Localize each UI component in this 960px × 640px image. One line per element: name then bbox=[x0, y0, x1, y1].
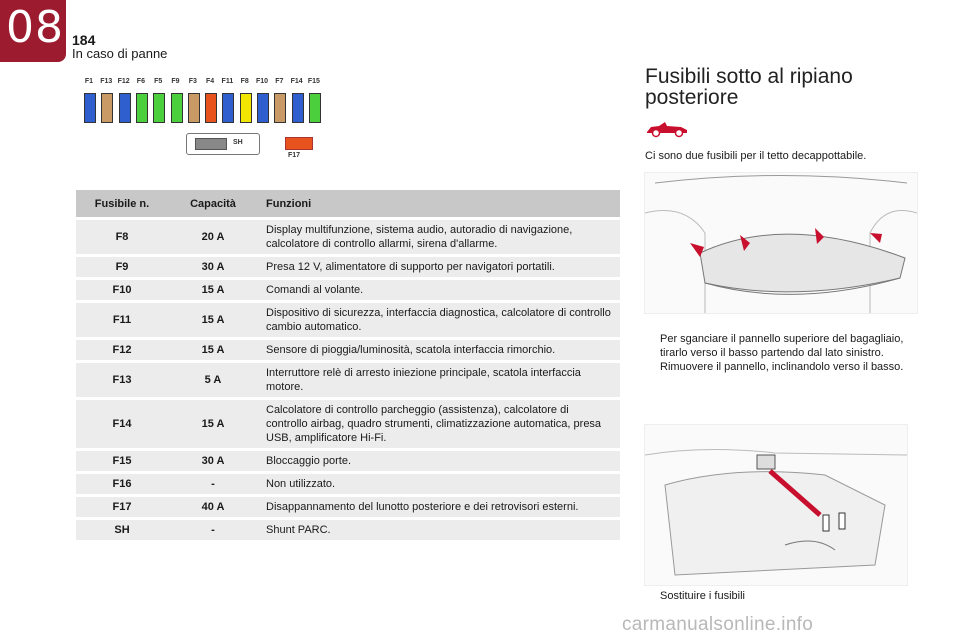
fuse-label: F13 bbox=[100, 78, 113, 85]
fuse-label: F6 bbox=[136, 78, 145, 85]
fuse-box-diagram bbox=[82, 78, 342, 168]
capacity-cell: 15 A bbox=[168, 280, 258, 300]
capacity-cell: - bbox=[168, 520, 258, 540]
fuse-location-illustration bbox=[644, 424, 908, 586]
fuse-f8 bbox=[240, 93, 252, 123]
fuse-number-cell: F9 bbox=[76, 257, 168, 277]
fuse-label: F5 bbox=[154, 78, 163, 85]
fuse-label: F14 bbox=[290, 78, 303, 85]
table-header-row bbox=[76, 190, 620, 217]
fuse-f15 bbox=[309, 93, 321, 123]
function-cell: Bloccaggio porte. bbox=[258, 451, 620, 471]
step-2-text: Rimuovere il pannello, inclinandolo verso il basso. bbox=[660, 361, 904, 373]
shunt-connector bbox=[195, 138, 227, 150]
function-cell: Calcolatore di controllo parcheggio (assistenza), calcolatore di controllo airbag, quadro strumenti, climatizzazione automatica, presa USB, amplificatore Hi-Fi. bbox=[258, 400, 620, 448]
capacity-cell: 30 A bbox=[168, 257, 258, 277]
fuse-number-cell: F12 bbox=[76, 340, 168, 360]
fuse-number-cell: F15 bbox=[76, 451, 168, 471]
fuse-label: F4 bbox=[206, 78, 215, 85]
fuse-f6 bbox=[136, 93, 148, 123]
fuse-label: F9 bbox=[171, 78, 180, 85]
fuse-label: F12 bbox=[117, 78, 130, 85]
fuse-label: F15 bbox=[307, 78, 320, 85]
capacity-cell: 30 A bbox=[168, 451, 258, 471]
capacity-cell: 5 A bbox=[168, 363, 258, 397]
fuse-number-cell: SH bbox=[76, 520, 168, 540]
step-1-text: Per sganciare il pannello superiore del bagagliaio, tirarlo verso il basso partendo dal lato sinistro. bbox=[660, 333, 904, 359]
convertible-car-icon bbox=[645, 118, 689, 138]
function-cell: Comandi al volante. bbox=[258, 280, 620, 300]
function-cell: Dispositivo di sicurezza, interfaccia diagnostica, calcolatore di controllo cambio automatico. bbox=[258, 303, 620, 337]
fuse-f9 bbox=[171, 93, 183, 123]
table-row bbox=[76, 340, 620, 360]
capacity-cell: - bbox=[168, 474, 258, 494]
fuse-f11 bbox=[222, 93, 234, 123]
step-3 bbox=[645, 590, 745, 602]
fuse-label: F3 bbox=[188, 78, 197, 85]
fuse-f7 bbox=[274, 93, 286, 123]
fuse-f13 bbox=[101, 93, 113, 123]
table-row bbox=[76, 497, 620, 517]
fuse-f3 bbox=[188, 93, 200, 123]
table-row bbox=[76, 451, 620, 471]
capacity-cell: 15 A bbox=[168, 400, 258, 448]
function-cell: Non utilizzato. bbox=[258, 474, 620, 494]
table-row bbox=[76, 520, 620, 540]
function-cell: Interruttore relè di arresto iniezione principale, scatola interfaccia motore. bbox=[258, 363, 620, 397]
step-1 bbox=[645, 332, 920, 360]
table-row bbox=[76, 257, 620, 277]
shunt-block bbox=[186, 133, 260, 155]
function-cell: Shunt PARC. bbox=[258, 520, 620, 540]
step-2 bbox=[645, 360, 920, 374]
capacity-cell: 20 A bbox=[168, 220, 258, 254]
fuse-f12 bbox=[119, 93, 131, 123]
fuse-number-cell: F13 bbox=[76, 363, 168, 397]
header-fuse-number: Fusibile n. bbox=[76, 190, 168, 217]
table-row bbox=[76, 220, 620, 254]
page-number: 184 bbox=[72, 32, 96, 48]
function-cell: Display multifunzione, sistema audio, autoradio di navigazione, calcolatore di controllo allarmi, sirena d'allarme. bbox=[258, 220, 620, 254]
watermark: carmanualsonline.info bbox=[622, 614, 814, 635]
table-row bbox=[76, 280, 620, 300]
fuse-label: F8 bbox=[240, 78, 249, 85]
table-row bbox=[76, 303, 620, 337]
fuse-label: F7 bbox=[275, 78, 284, 85]
function-cell: Disappannamento del lunotto posteriore e dei retrovisori esterni. bbox=[258, 497, 620, 517]
table-row bbox=[76, 363, 620, 397]
fuse-f17 bbox=[285, 137, 313, 150]
header-functions: Funzioni bbox=[258, 190, 620, 217]
capacity-cell: 15 A bbox=[168, 340, 258, 360]
trunk-panel-illustration bbox=[644, 172, 918, 314]
header-capacity: Capacità bbox=[168, 190, 258, 217]
fuse-f4 bbox=[205, 93, 217, 123]
section-title: In caso di panne bbox=[72, 46, 168, 61]
chapter-number: 08 bbox=[6, 2, 64, 53]
capacity-cell: 40 A bbox=[168, 497, 258, 517]
section-heading: Fusibili sotto al ripiano posteriore bbox=[645, 65, 853, 109]
intro-text: Ci sono due fusibili per il tetto decappottabile. bbox=[645, 150, 867, 162]
fuse-number-cell: F16 bbox=[76, 474, 168, 494]
fuse-number-cell: F17 bbox=[76, 497, 168, 517]
fuse-f5 bbox=[153, 93, 165, 123]
table-row bbox=[76, 474, 620, 494]
fuse-f1 bbox=[84, 93, 96, 123]
fuse-f14 bbox=[292, 93, 304, 123]
shunt-label: SH bbox=[233, 139, 243, 146]
fuse-number-cell: F10 bbox=[76, 280, 168, 300]
step-3-text: Sostituire i fusibili bbox=[660, 590, 745, 602]
function-cell: Sensore di pioggia/luminosità, scatola interfaccia rimorchio. bbox=[258, 340, 620, 360]
capacity-cell: 15 A bbox=[168, 303, 258, 337]
fuse-label: F1 bbox=[84, 78, 94, 85]
fuse-number-cell: F14 bbox=[76, 400, 168, 448]
chapter-tab bbox=[0, 0, 66, 62]
fuse-number-cell: F11 bbox=[76, 303, 168, 337]
fuse-number-cell: F8 bbox=[76, 220, 168, 254]
fuse-f10 bbox=[257, 93, 269, 123]
table-row bbox=[76, 400, 620, 448]
fuse-label: F10 bbox=[255, 78, 269, 85]
fuse-table bbox=[76, 187, 620, 543]
fuse-f17-label: F17 bbox=[288, 152, 301, 159]
function-cell: Presa 12 V, alimentatore di supporto per navigatori portatili. bbox=[258, 257, 620, 277]
instruction-steps bbox=[645, 332, 920, 374]
fuse-label: F11 bbox=[221, 78, 234, 85]
